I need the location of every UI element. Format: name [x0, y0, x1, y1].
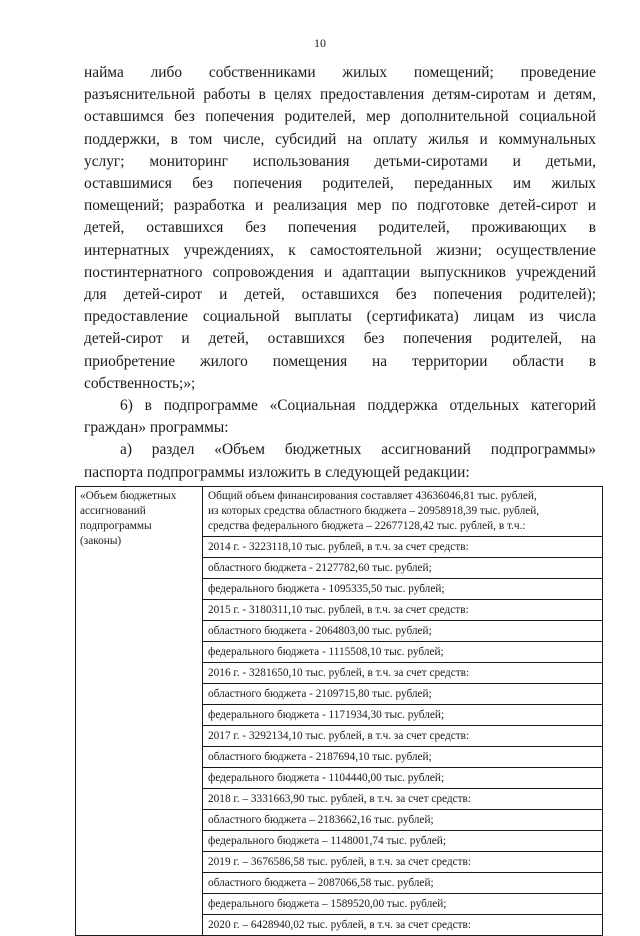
label-line: ассигнований [80, 505, 146, 517]
funding-entry: 2019 г. – 3676586,58 тыс. рублей, в т.ч. за счет средств: [203, 851, 602, 872]
text-line: детей-сирот и детей, оставшихся без попечения родителей, на [84, 330, 596, 348]
funding-entry: 2015 г. - 3180311,10 тыс. рублей, в т.ч. за счет средств: [203, 599, 602, 620]
funding-entry: 2018 г. – 3331663,90 тыс. рублей, в т.ч. за счет средств: [203, 788, 602, 809]
table-label-cell [76, 487, 203, 936]
paragraph-program-measures [84, 62, 596, 395]
paragraph-section-budget [84, 439, 596, 483]
text-line: граждан» программы: [84, 419, 229, 437]
label-line: (законы) [80, 535, 122, 547]
label-line: «Объем бюджетных [80, 490, 177, 502]
funding-entry: федерального бюджета - 1171934,30 тыс. рублей; [203, 704, 602, 725]
text-line: приобретение жилого помещения на территории области в [84, 352, 596, 370]
summary-line: средства федерального бюджета – 22677128,42 тыс. рублей, в т.ч.: [208, 520, 526, 532]
text-line: паспорта подпрограммы изложить в следующей редакции: [84, 463, 470, 481]
text-line: поддержки, в том числе, субсидий на оплату жилья и коммунальных [84, 130, 596, 148]
text-line: для детей-сирот и детей, оставшихся без попечения родителей); [84, 286, 596, 304]
summary-line: из которых средства областного бюджета – 20958918,39 тыс. рублей, [208, 505, 540, 517]
funding-entry: областного бюджета - 2064803,00 тыс. рублей; [203, 620, 602, 641]
funding-entry: 2017 г. - 3292134,10 тыс. рублей, в т.ч. за счет средств: [203, 725, 602, 746]
label-line: подпрограммы [80, 520, 152, 532]
document-body [84, 62, 596, 484]
text-line: оставшимися без попечения родителей, переданных им жилых [84, 175, 596, 193]
table-row [76, 487, 603, 936]
text-line: собственность;»; [84, 374, 196, 392]
funding-entry: 2020 г. – 6428940,02 тыс. рублей, в т.ч. за счет средств: [203, 914, 602, 935]
text-line: услуг; мониторинг использования детьми-сиротами и детьми, [84, 152, 596, 170]
summary-line: Общий объем финансирования составляет 43636046,81 тыс. рублей, [208, 490, 537, 502]
funding-entry: федерального бюджета - 1095335,50 тыс. рублей; [203, 578, 602, 599]
budget-allocation-table [75, 486, 603, 936]
text-line: интернатных учреждениях, к самостоятельной жизни; осуществление [84, 241, 596, 259]
funding-entry: федерального бюджета - 1115508,10 тыс. рублей; [203, 641, 602, 662]
funding-entry: областного бюджета - 2127782,60 тыс. рублей; [203, 557, 602, 578]
text-line: 6) в подпрограмме «Социальная поддержка отдельных категорий [120, 397, 596, 415]
funding-entry: областного бюджета - 2187694,10 тыс. рублей; [203, 746, 602, 767]
text-line: а) раздел «Объем бюджетных ассигнований подпрограммы» [120, 441, 596, 459]
funding-entry: областного бюджета - 2109715,80 тыс. рублей; [203, 683, 602, 704]
funding-entry: федерального бюджета - 1104440,00 тыс. рублей; [203, 767, 602, 788]
funding-entry: федерального бюджета – 1589520,00 тыс. рублей; [203, 893, 602, 914]
funding-entry: 2016 г. - 3281650,10 тыс. рублей, в т.ч. за счет средств: [203, 662, 602, 683]
page-number: 10 [314, 36, 326, 50]
funding-entry: областного бюджета – 2183662,16 тыс. рублей; [203, 809, 602, 830]
text-line: помещений; разработка и реализация мер по подготовке детей-сирот и [84, 197, 596, 215]
text-line: постинтернатного сопровождения и адаптации выпускников учреждений [84, 263, 596, 281]
funding-entry: федерального бюджета – 1148001,74 тыс. рублей; [203, 830, 602, 851]
funding-entry: областного бюджета – 2087066,58 тыс. рублей; [203, 872, 602, 893]
text-line: найма либо собственниками жилых помещений; проведение [84, 64, 596, 81]
text-line: оставшимся без попечения родителей, мер дополнительной социальной [84, 108, 596, 126]
text-line: разъяснительной работы в целях предоставления детям-сиротам и детям, [84, 86, 596, 104]
paragraph-subprogram-social-support [84, 395, 596, 439]
text-line: предоставление социальной выплаты (сертификата) лицам из числа [84, 308, 596, 326]
text-line: детей, оставшихся без попечения родителей, проживающих в [84, 219, 596, 237]
funding-entry: 2014 г. - 3223118,10 тыс. рублей, в т.ч. за счет средств: [203, 536, 602, 557]
table-content-cell [203, 487, 603, 936]
